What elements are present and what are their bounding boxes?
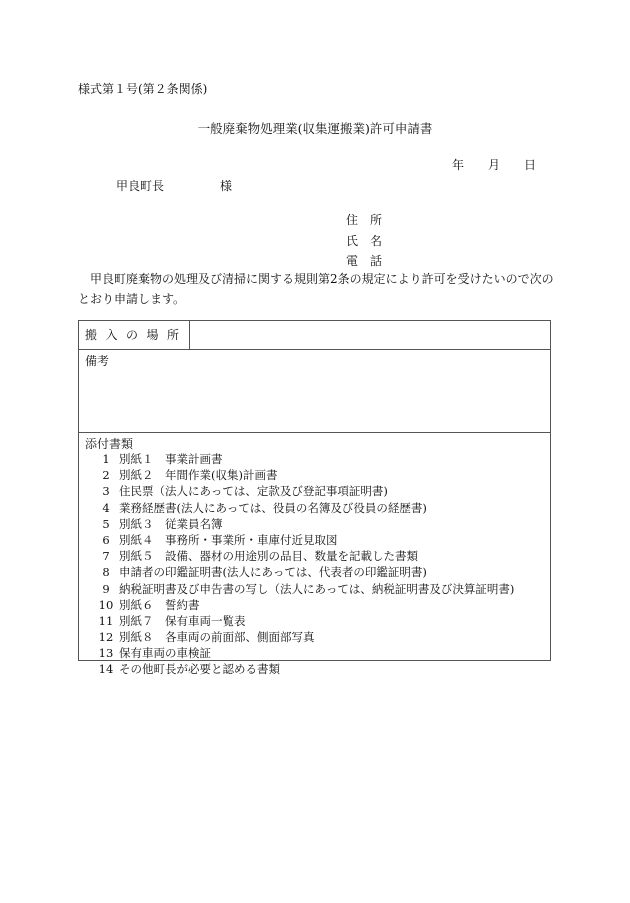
- date-month-label: 月: [488, 158, 501, 172]
- location-label: 搬入の場所: [79, 321, 190, 349]
- attachment-item: [97, 613, 514, 629]
- attachment-text: 別紙１ 事業計画書: [119, 452, 223, 466]
- attachment-number: 1: [102, 452, 110, 466]
- application-statement-text: 甲良町廃棄物の処理及び清掃に関する規則第2条の規定により許可を受けたいので次のとおり申請します。: [78, 272, 554, 306]
- date-day-label: 日: [524, 158, 537, 172]
- attachments-label: 添付書類: [85, 437, 134, 451]
- attachment-item: [97, 500, 514, 516]
- attachment-number: 5: [102, 516, 110, 531]
- attachment-number: 13: [98, 646, 114, 661]
- attachment-item: [97, 645, 514, 661]
- attachment-number: 11: [98, 613, 114, 628]
- attachment-text: 別紙５ 設備、器材の用途別の品目、数量を記載した書類: [119, 549, 418, 564]
- attachment-text: 別紙７ 保有車両一覧表: [119, 613, 246, 628]
- application-table: [78, 320, 551, 677]
- attachment-number: 9: [102, 581, 110, 596]
- date-year-label: 年: [452, 158, 465, 172]
- attachment-item: [97, 564, 514, 580]
- attachment-item: [97, 483, 514, 499]
- attachment-text: 申請者の印鑑証明書(法人にあっては、代表者の印鑑証明書): [119, 565, 427, 580]
- remarks-label: 備考: [85, 354, 110, 368]
- attachment-number: 3: [102, 484, 110, 499]
- addressee-honorific: 様: [220, 179, 233, 193]
- attachment-item: [97, 451, 514, 467]
- attachment-text: 別紙４ 事務所・事業所・車庫付近見取図: [119, 532, 338, 547]
- attachment-item: [97, 548, 514, 564]
- remarks-row[interactable]: [79, 350, 550, 433]
- applicant-address-label: 住 所: [346, 213, 383, 227]
- attachment-item: [97, 629, 514, 645]
- applicant-name-label: 氏 名: [346, 234, 383, 248]
- attachment-text: 保有車両の車検証: [119, 646, 211, 661]
- attachment-item: [97, 661, 514, 677]
- attachment-item: [97, 597, 514, 613]
- addressee-name: 甲良町長: [116, 179, 165, 193]
- application-statement: [78, 269, 554, 309]
- addressee: [116, 177, 232, 194]
- attachment-item: [97, 532, 514, 548]
- attachment-item: [97, 516, 514, 532]
- attachment-list: [97, 451, 514, 678]
- attachment-number: 7: [102, 549, 110, 564]
- attachment-item: [97, 467, 514, 483]
- attachment-item: [97, 581, 514, 597]
- applicant-phone-label: 電 話: [346, 254, 383, 268]
- attachment-number: 10: [98, 597, 114, 612]
- attachment-text: 業務経歴書(法人にあっては、役員の名簿及び役員の経歴書): [119, 500, 427, 515]
- attachment-text: 住民票（法人にあっては、定款及び登記事項証明書): [119, 484, 388, 499]
- attachment-number: 14: [98, 662, 114, 677]
- date-line: [452, 156, 536, 173]
- attachment-text: 別紙３ 従業員名簿: [119, 516, 223, 531]
- attachment-text: 納税証明書及び申告書の写し（法人にあっては、納税証明書及び決算証明書): [119, 581, 515, 596]
- location-row: [79, 321, 550, 350]
- attachment-number: 8: [102, 565, 110, 580]
- attachment-number: 12: [98, 630, 114, 645]
- attachment-number: 2: [102, 468, 110, 483]
- attachment-number: 6: [102, 532, 110, 547]
- attachment-number: 4: [102, 500, 110, 515]
- attachment-text: 別紙８ 各車両の前面部、側面部写真: [119, 630, 315, 645]
- form-title: 一般廃棄物処理業(収集運搬業)許可申請書: [197, 121, 433, 136]
- attachments-row: [79, 433, 550, 677]
- location-field[interactable]: [190, 321, 550, 349]
- attachment-text: 別紙６ 誓約書: [119, 597, 200, 612]
- attachment-text: 別紙２ 年間作業(収集)計画書: [119, 468, 278, 483]
- form-number: 様式第１号(第２条関係): [78, 82, 208, 96]
- attachment-text: その他町長が必要と認める書類: [119, 662, 280, 677]
